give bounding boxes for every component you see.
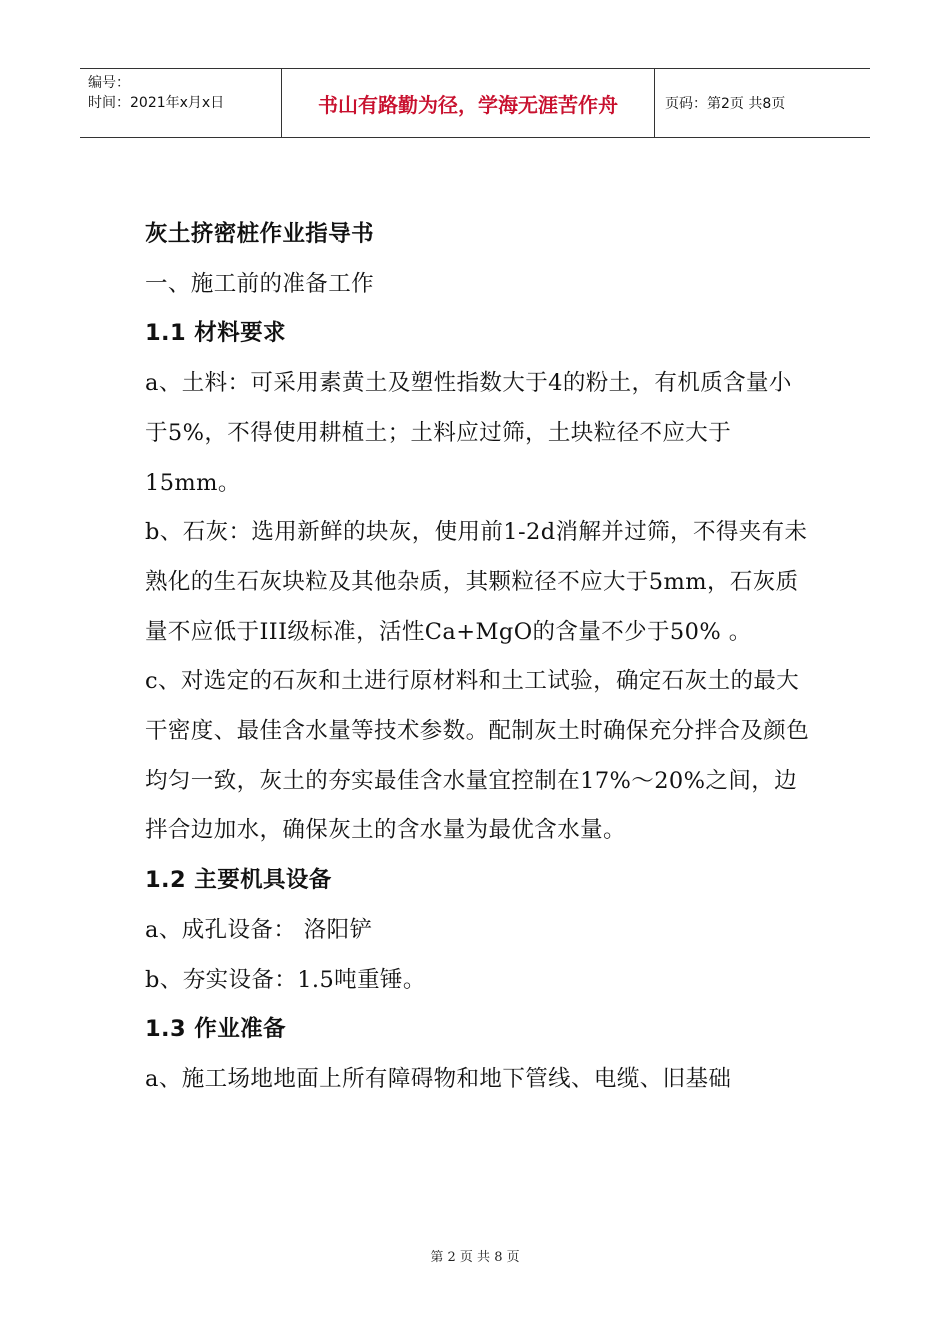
document-title: 灰土挤密桩作业指导书 [145,221,375,247]
subsection-heading-1-3: 1.3 作业准备 [145,1016,286,1043]
subsection-heading-1-1: 1.1 材料要求 [145,320,286,347]
paragraph-test: c、对选定的石灰和土进行原材料和土工试验，确定石灰土的最大干密度、最佳含水量等技术参数。配制灰土时确保充分拌合及颜色均匀一致，灰土的夯实最佳含水量宜控制在17%～20%之间，边拌合边加水，确保灰土的含水量为最优含水量。 [145,668,810,844]
paragraph-drilling-equipment: a、成孔设备： 洛阳铲 [145,916,373,943]
header-meta [80,69,282,137]
subsection-heading-1-2: 1.2 主要机具设备 [145,867,332,894]
paragraph-site-prep: a、施工场地地面上所有障碍物和地下管线、电缆、旧基础 [145,1065,732,1092]
time-label: 时间：2021年x月x日 [88,95,225,111]
paragraph-soil: a、土料：可采用素黄土及塑性指数大于4的粉土，有机质含量小于5%，不得使用耕植土；土料应过筛，土块粒径不应大于15mm。 [145,370,792,496]
serial-number-label: 编号： [88,75,130,91]
page-header [80,68,870,138]
paragraph-compaction-equipment: b、夯实设备：1.5吨重锤。 [145,966,426,993]
section-heading-1: 一、施工前的准备工作 [145,270,375,297]
document-body [145,210,810,1105]
header-motto: 书山有路勤为径，学海无涯苦作舟 [282,69,655,137]
header-page-info: 页码：第2页 共8页 [665,96,786,112]
paragraph-lime: b、石灰：选用新鲜的块灰，使用前1-2d消解并过筛，不得夹有未熟化的生石灰块粒及其他杂质，其颗粒径不应大于5mm，石灰质量不应低于III级标准，活性Ca+MgO的含量不少于50% 。 [145,519,808,645]
page-footer: 第 2 页 共 8 页 [430,1250,520,1265]
